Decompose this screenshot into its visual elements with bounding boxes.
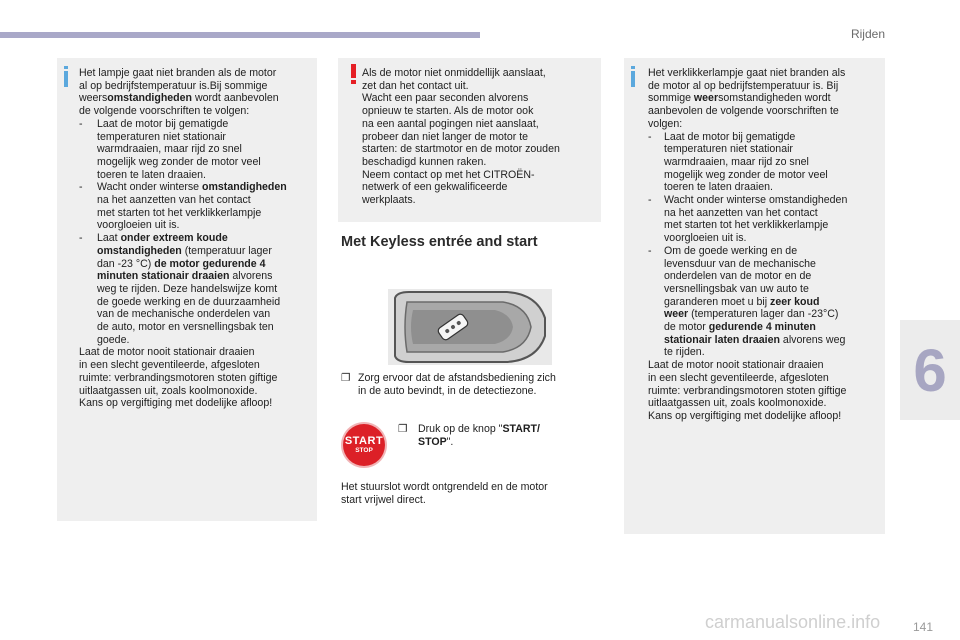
info-box-left-text bbox=[79, 67, 287, 410]
info-icon bbox=[64, 71, 68, 87]
right-box-line: - Wacht onder winterse omstandigheden bbox=[648, 194, 848, 207]
right-box-line: aanbevolen de volgende voorschriften te bbox=[648, 105, 839, 118]
closing-line: Het stuurslot wordt ontgrendeld en de motor bbox=[341, 481, 548, 493]
right-box-line: voorgloeien uit is. bbox=[648, 232, 747, 245]
warning-box bbox=[338, 58, 601, 222]
bullet-press-start-stop bbox=[398, 423, 540, 448]
left-box-line: in een slecht geventileerde, afgesloten bbox=[79, 359, 260, 372]
info-box-right-text bbox=[648, 67, 847, 423]
left-box-line: met starten tot het verklikkerlampje bbox=[79, 206, 262, 219]
header-accent-bar bbox=[0, 32, 480, 38]
left-box-line: - Laat de motor bij gematigde bbox=[79, 117, 229, 130]
left-box-line: dan -23 °C) de motor gedurende 4 bbox=[79, 257, 266, 270]
closing-text bbox=[341, 481, 548, 506]
right-box-line: mogelijk weg zonder de motor veel bbox=[648, 168, 828, 181]
right-box-line: versnellingsbak van uw auto te bbox=[648, 282, 809, 295]
bullet2-line: ❐ Druk op de knop "START/ bbox=[398, 423, 540, 435]
left-box-line: temperaturen niet stationair bbox=[79, 130, 226, 143]
left-box-line: uitlaatgassen uit, zoals koolmonoxide. bbox=[79, 384, 258, 397]
right-box-line: de motor al op bedrijfstemperatuur is. Bij bbox=[648, 79, 839, 92]
right-box-line: - Om de goede werking en de bbox=[648, 244, 798, 257]
car-detection-zone-illustration bbox=[387, 288, 553, 366]
bullet1-line: in de auto bevindt, in de detectiezone. bbox=[341, 384, 537, 397]
chapter-number: 6 bbox=[913, 336, 947, 404]
right-box-line: Laat de motor nooit stationair draaien bbox=[648, 359, 824, 372]
bullet-remote-in-car bbox=[341, 372, 556, 397]
left-box-line: toeren te laten draaien. bbox=[79, 168, 206, 181]
warning-box-line: zet dan het contact uit. bbox=[362, 79, 469, 92]
left-box-line: - Laat onder extreem koude bbox=[79, 232, 228, 245]
warning-box-text bbox=[362, 67, 560, 207]
right-box-line: te rijden. bbox=[648, 346, 705, 359]
left-box-line: van de mechanische onderdelen van bbox=[79, 308, 271, 321]
left-box-line: Laat de motor nooit stationair draaien bbox=[79, 346, 255, 359]
warning-icon bbox=[351, 64, 356, 78]
right-box-line: volgen: bbox=[648, 117, 683, 130]
right-box-line: na het aanzetten van het contact bbox=[648, 206, 818, 219]
page-number: 141 bbox=[913, 620, 934, 634]
right-box-line: garanderen moet u bij zeer koud bbox=[648, 295, 820, 308]
left-box-line: al op bedrijfstemperatuur is.Bij sommige bbox=[79, 79, 268, 92]
bullet2-line: STOP". bbox=[418, 435, 454, 448]
warning-box-line: opnieuw te starten. Als de motor ook bbox=[362, 105, 534, 118]
left-box-line: warmdraaien, maar rijd zo snel bbox=[79, 143, 242, 156]
right-box-line: warmdraaien, maar rijd zo snel bbox=[648, 155, 809, 168]
left-box-line: de volgende voorschriften te volgen: bbox=[79, 105, 250, 118]
right-box-line: levensduur van de mechanische bbox=[648, 257, 816, 270]
left-box-line: - Wacht onder winterse omstandigheden bbox=[79, 181, 287, 194]
info-box-right bbox=[624, 58, 885, 534]
warning-box-line: starten: de startmotor en de motor zouden bbox=[362, 143, 560, 156]
right-box-line: - Laat de motor bij gematigde bbox=[648, 130, 796, 143]
right-box-line: stationair laten draaien alvorens weg bbox=[664, 333, 846, 346]
warning-box-line: netwerk of een gekwalificeerde bbox=[362, 181, 508, 194]
left-box-line: goede. bbox=[79, 333, 130, 346]
right-box-line: onderdelen van de motor en de bbox=[648, 270, 812, 283]
right-box-line: uitlaatgassen uit, zoals koolmonoxide. bbox=[648, 397, 827, 410]
right-box-line: met starten tot het verklikkerlampje bbox=[648, 219, 829, 232]
left-box-line: de auto, motor en versnellingsbak ten bbox=[79, 321, 274, 334]
start-label: START bbox=[344, 434, 384, 447]
warning-box-line: Neem contact op met het CITROËN- bbox=[362, 168, 535, 181]
left-box-line: weersomstandigheden wordt aanbevolen bbox=[79, 92, 279, 105]
left-box-line: ruimte: verbrandingsmotoren stoten giftige bbox=[79, 371, 278, 384]
warning-box-line: beschadigd kunnen raken. bbox=[362, 155, 487, 168]
left-box-line: minuten stationair draaien alvorens bbox=[97, 270, 273, 283]
left-box-line: voorgloeien uit is. bbox=[79, 219, 180, 232]
info-box-left bbox=[57, 58, 317, 521]
left-box-line: de goede werking en de duurzaamheid bbox=[79, 295, 281, 308]
left-box-line: na het aanzetten van het contact bbox=[79, 194, 251, 207]
info-icon bbox=[631, 71, 635, 87]
watermark: carmanualsonline.info bbox=[705, 612, 881, 632]
chapter-tab bbox=[900, 320, 960, 420]
bullet1-line: ❐ Zorg ervoor dat de afstandsbediening zich bbox=[341, 372, 556, 384]
right-box-line: sommige weersomstandigheden wordt bbox=[648, 92, 831, 105]
right-box-line: in een slecht geventileerde, afgesloten bbox=[648, 371, 829, 384]
closing-line: start vrijwel direct. bbox=[341, 493, 426, 506]
start-stop-button-icon bbox=[343, 424, 385, 466]
warning-box-line: na een aantal pogingen niet aanslaat, bbox=[362, 117, 539, 130]
left-box-line: Kans op vergiftiging met dodelijke afloop! bbox=[79, 397, 273, 410]
section-title: Rijden bbox=[850, 27, 885, 41]
keyless-heading: Met Keyless entrée and start bbox=[341, 234, 538, 250]
left-box-line: Het lampje gaat niet branden als de motor bbox=[79, 67, 277, 79]
warning-box-line: werkplaats. bbox=[362, 194, 416, 207]
right-box-line: weer (temperaturen lager dan -23°C) bbox=[664, 308, 839, 321]
left-box-line: weg te rijden. Deze handelswijze komt bbox=[79, 282, 278, 295]
left-box-line: omstandigheden (temperatuur lager bbox=[97, 244, 272, 257]
warning-box-line: Wacht een paar seconden alvorens bbox=[362, 92, 529, 105]
warning-box-line: probeer dan niet langer de motor te bbox=[362, 130, 529, 143]
left-box-line: mogelijk weg zonder de motor veel bbox=[79, 155, 261, 168]
stop-label: STOP bbox=[355, 446, 373, 454]
right-box-line: de motor gedurende 4 minuten bbox=[648, 321, 816, 334]
warning-box-line: Als de motor niet onmiddellijk aanslaat, bbox=[362, 67, 546, 79]
right-box-line: ruimte: verbrandingsmotoren stoten giftige bbox=[648, 384, 847, 397]
right-box-line: temperaturen niet stationair bbox=[648, 143, 793, 156]
right-box-line: Kans op vergiftiging met dodelijke afloop! bbox=[648, 409, 842, 422]
right-box-line: Het verklikkerlampje gaat niet branden als bbox=[648, 67, 846, 79]
right-box-line: toeren te laten draaien. bbox=[648, 181, 773, 194]
